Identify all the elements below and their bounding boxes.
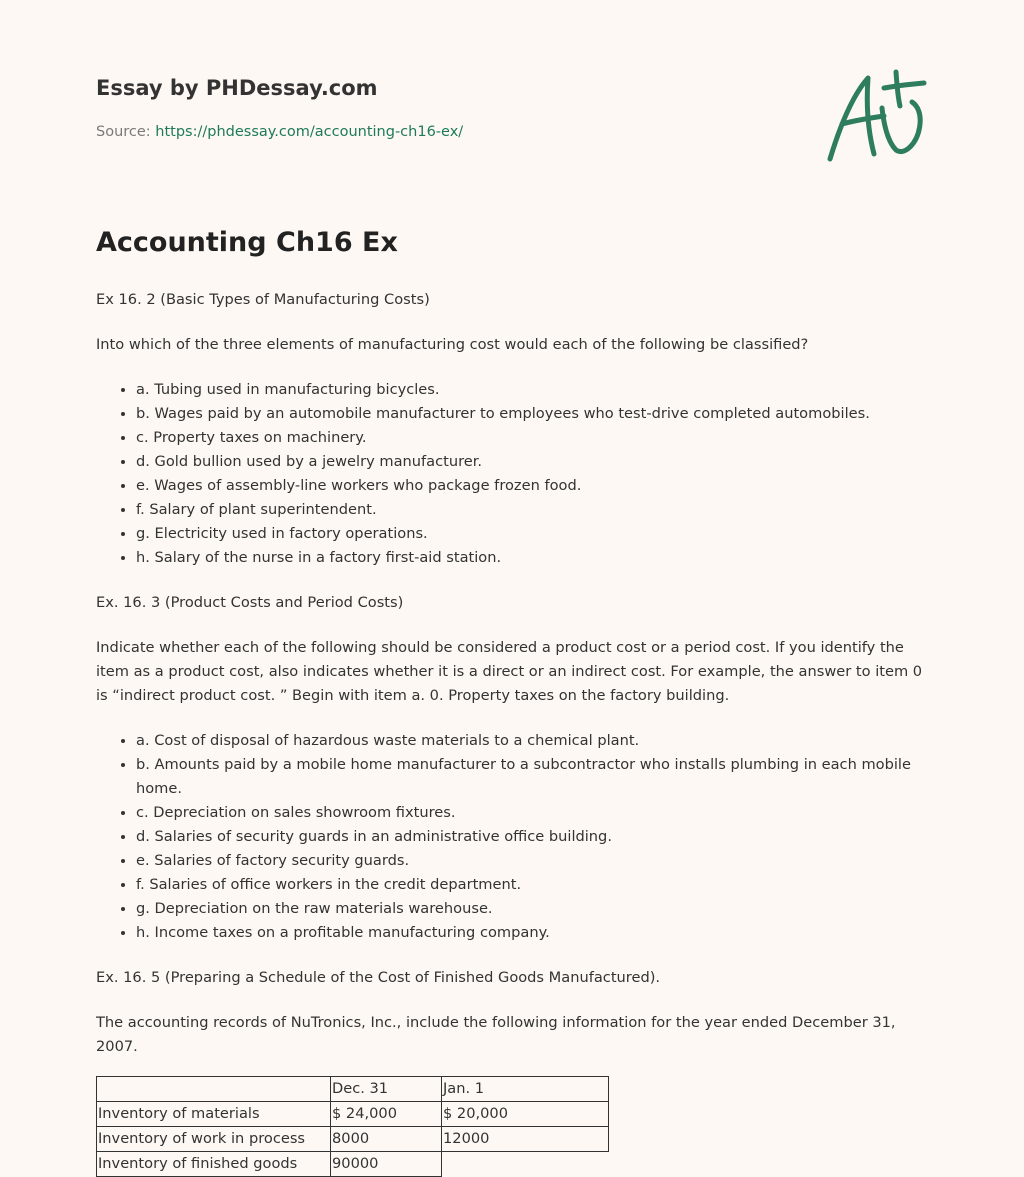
list-item: • b. Wages paid by an automobile manufacturer to employees who test-drive completed automobiles. <box>136 402 926 426</box>
list-item: • a. Cost of disposal of hazardous waste materials to a chemical plant. <box>136 729 926 753</box>
list-item: • g. Depreciation on the raw materials warehouse. <box>136 897 926 921</box>
list-item: • b. Amounts paid by a mobile home manufacturer to a subcontractor who installs plumbing in each mobile home. <box>136 753 926 801</box>
table-header-cell: Dec. 31 <box>331 1077 442 1102</box>
list-item: • a. Tubing used in manufacturing bicycles. <box>136 378 926 402</box>
table-row <box>97 1152 609 1177</box>
table-cell: 12000 <box>442 1127 609 1152</box>
table-cell: $ 20,000 <box>442 1102 609 1127</box>
list-item: • h. Income taxes on a profitable manufacturing company. <box>136 921 926 945</box>
list-item: • e. Salaries of factory security guards. <box>136 849 926 873</box>
site-brand: Essay by PHDessay.com <box>96 76 378 100</box>
list-item: • c. Depreciation on sales showroom fixtures. <box>136 801 926 825</box>
table-cell: Inventory of work in process <box>97 1127 331 1152</box>
source-label: Source: <box>96 124 156 140</box>
section-heading: Ex. 16. 3 (Product Costs and Period Costs) <box>96 594 404 611</box>
section-heading: Ex 16. 2 (Basic Types of Manufacturing Costs) <box>96 291 430 308</box>
essay-content <box>96 288 926 1177</box>
list-item: • e. Wages of assembly-line workers who package frozen food. <box>136 474 926 498</box>
table-header-cell: Jan. 1 <box>442 1077 609 1102</box>
list-item: • c. Property taxes on machinery. <box>136 426 926 450</box>
list-item: • f. Salaries of office workers in the credit department. <box>136 873 926 897</box>
inventory-table <box>96 1076 609 1177</box>
cost-list <box>96 378 926 570</box>
source-line <box>96 124 463 140</box>
list-item: • d. Gold bullion used by a jewelry manufacturer. <box>136 450 926 474</box>
list-item: • d. Salaries of security guards in an administrative office building. <box>136 825 926 849</box>
list-item: • h. Salary of the nurse in a factory first-aid station. <box>136 546 926 570</box>
table-cell <box>442 1152 609 1177</box>
table-cell: 90000 <box>331 1152 442 1177</box>
list-item: • g. Electricity used in factory operations. <box>136 522 926 546</box>
page-title: Accounting Ch16 Ex <box>96 227 398 258</box>
section-intro: Indicate whether each of the following should be considered a product cost or a period cost. If you identify the item as a product cost, also indicates whether it is a direct or an indirect cost. For example, the answer to item 0 is “indirect product cost. ” Begin with item a. 0. Property taxes on the factory building. <box>96 639 923 704</box>
list-item: • f. Salary of plant superintendent. <box>136 498 926 522</box>
section-intro: Into which of the three elements of manufacturing cost would each of the following be classified? <box>96 336 809 353</box>
a-plus-logo-icon <box>822 66 928 166</box>
table-header-cell <box>97 1077 331 1102</box>
table-row <box>97 1102 609 1127</box>
table-cell: 8000 <box>331 1127 442 1152</box>
table-cell: $ 24,000 <box>331 1102 442 1127</box>
table-cell: Inventory of materials <box>97 1102 331 1127</box>
source-link[interactable]: https://phdessay.com/accounting-ch16-ex/ <box>155 124 464 140</box>
section-intro: The accounting records of NuTronics, Inc., include the following information for the year ended December 31, 2007. <box>96 1014 896 1055</box>
table-cell: Inventory of finished goods <box>97 1152 331 1177</box>
table-header-row <box>97 1077 609 1102</box>
table-row <box>97 1127 609 1152</box>
section-heading: Ex. 16. 5 (Preparing a Schedule of the Cost of Finished Goods Manufactured). <box>96 969 661 986</box>
cost-list <box>96 729 926 945</box>
